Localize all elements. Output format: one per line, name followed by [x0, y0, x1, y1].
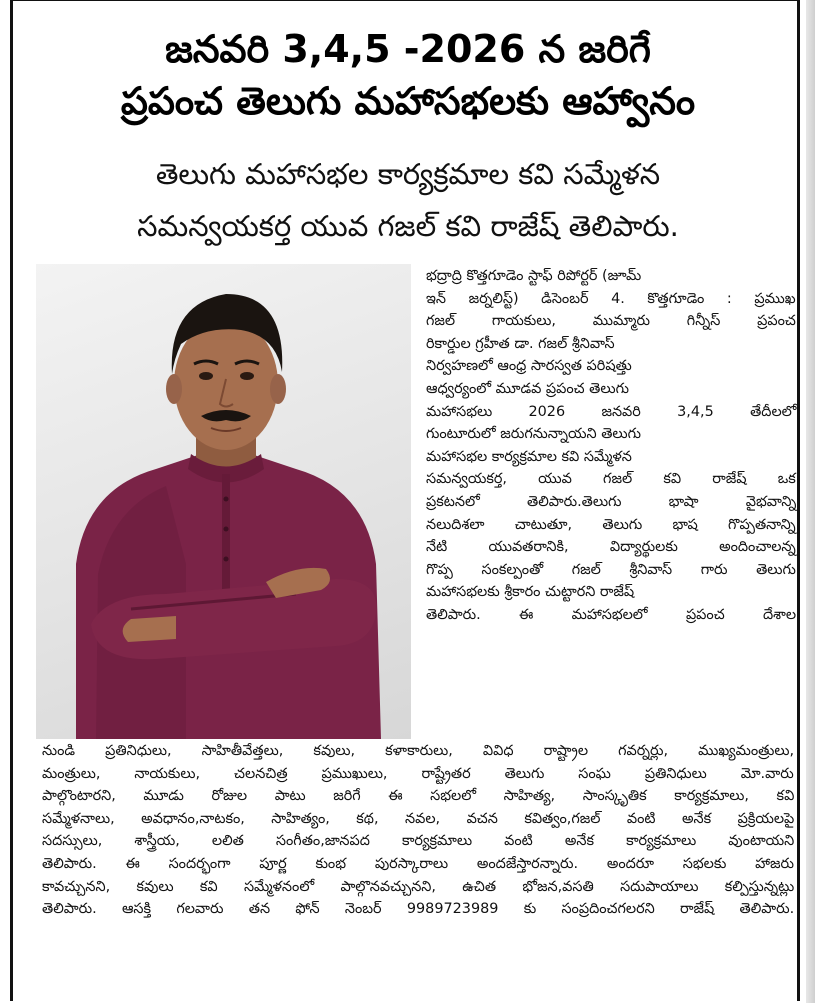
article-column-line: నలుదిశలా చాటుతూ, తెలుగు భాష గొప్పతనాన్ని	[426, 516, 796, 533]
article-column-line: ప్రకటనలో తెలిపారు.తెలుగు భాషా వైభవాన్ని	[426, 493, 797, 510]
headline-line-1: జనవరి 3,4,5 -2026 న జరిగే	[165, 27, 651, 71]
article-full-line: పాల్గొంటారని, మూడు రోజుల పాటు జరిగే ఈ సభలలో సాహిత్య, సాంస్కృతిక కార్యక్రమాలు, కవి	[42, 788, 795, 805]
article-full-line: మంత్రులు, నాయకులు, చలనచిత్ర ప్రముఖులు, రాష్ట్రేతర తెలుగు సంఘ ప్రతినిధులు మో.వారు	[42, 765, 794, 782]
article-column-line: భద్రాద్రి కొత్తగూడెం స్టాఫ్ రిపోర్టర్ (జూమ్	[426, 268, 642, 284]
subheadline-line-2: సమన్వయకర్త యువ గజల్ కవి రాజేష్ తెలిపారు.	[137, 209, 679, 243]
article-column-line: సమన్వయకర్త, యువ గజల్ కవి రాజేష్ ఒక	[426, 471, 796, 488]
article-column	[426, 265, 798, 627]
article-column-line: గుంటూరులో జరుగనున్నాయని తెలుగు	[426, 426, 641, 443]
article-full-line: కావచ్చునని, కవులు కవి సమ్మేళనంలో పాల్గొనవచ్చునని, ఉచిత భోజన,వసతి సదుపాయాలు కల్పిస్తున్నట్లు	[42, 878, 795, 895]
article-column-line: గజల్ గాయకులు, ముమ్మారు గిన్నీస్ ప్రపంచ	[426, 313, 796, 330]
article-full-line: తెలిపారు. ఈ సందర్భంగా పూర్ణ కుంభ పురస్కారాలు అందజేస్తారన్నారు. అందరూ సభలకు హాజరు	[42, 855, 795, 872]
article-column-line: మహాసభలు 2026 జనవరి 3,4,5 తేదీలలో	[426, 403, 797, 420]
subheadline-line-1: తెలుగు మహాసభల కార్యక్రమాల కవి సమ్మేళన	[155, 157, 661, 191]
article-full-line: తెలిపారు. ఆసక్తి గలవారు తన ఫోన్ నెంబర్ 9989723989 కు సంప్రదించగలరని రాజేష్ తెలిపారు.	[42, 901, 795, 918]
portrait-photo	[36, 264, 411, 739]
article-column-line: నిర్వహణలో ఆంధ్ర సారస్వత పరిషత్తు	[426, 358, 632, 375]
article-column-line: తెలిపారు. ఈ మహాసభలలో ప్రపంచ దేశాల	[426, 606, 797, 623]
article-column-line: మహాసభల కార్యక్రమాల కవి సమ్మేళన	[426, 448, 632, 465]
article-full-width	[42, 740, 798, 921]
article-full-line: సదస్సులు, శాస్త్రీయ, లలిత సంగీతం,జానపద కార్యక్రమాలు వంటి అనేక కార్యక్రమాలు వుంటాయని	[42, 833, 795, 850]
article-column-line: ఆధ్వర్యంలో మూడవ ప్రపంచ తెలుగు	[426, 380, 629, 397]
scan-edge	[806, 0, 815, 1003]
article-column-line: రికార్డుల గ్రహీత డా. గజల్ శ్రీనివాస్	[426, 335, 615, 352]
article-column-line: గొప్ప సంకల్పంతో గజల్ శ్రీనివాస్ గారు తెలుగు	[426, 561, 796, 578]
article-full-line: నుండి ప్రతినిధులు, సాహితీవేత్తలు, కవులు, కళాకారులు, వివిధ రాష్ట్రాల గవర్నర్లు, ముఖ్యమంత్రులు,	[42, 743, 795, 759]
article-column-line: మహాసభలకు శ్రీకారం చుట్టారని రాజేష్	[426, 584, 635, 601]
portrait-illustration	[36, 264, 411, 739]
article-column-line: నేటి యువతరానికి, విద్యార్థులకు అందించాలన్న	[426, 539, 796, 556]
article-full-line: సమ్మేళనాలు, అవధానం,నాటకం, సాహిత్యం, కథ, నవల, వచన కవిత్వం,గజల్ వంటి అనేక ప్రక్రియలపై	[42, 810, 795, 827]
article-column-line: ఇన్ జర్నలిస్ట్) డిసెంబర్ 4. కొత్తగూడెం : ప్రముఖ	[426, 290, 796, 307]
right-hand	[123, 616, 176, 642]
headline-line-2: ప్రపంచ తెలుగు మహాసభలకు ఆహ్వానం	[120, 79, 696, 123]
